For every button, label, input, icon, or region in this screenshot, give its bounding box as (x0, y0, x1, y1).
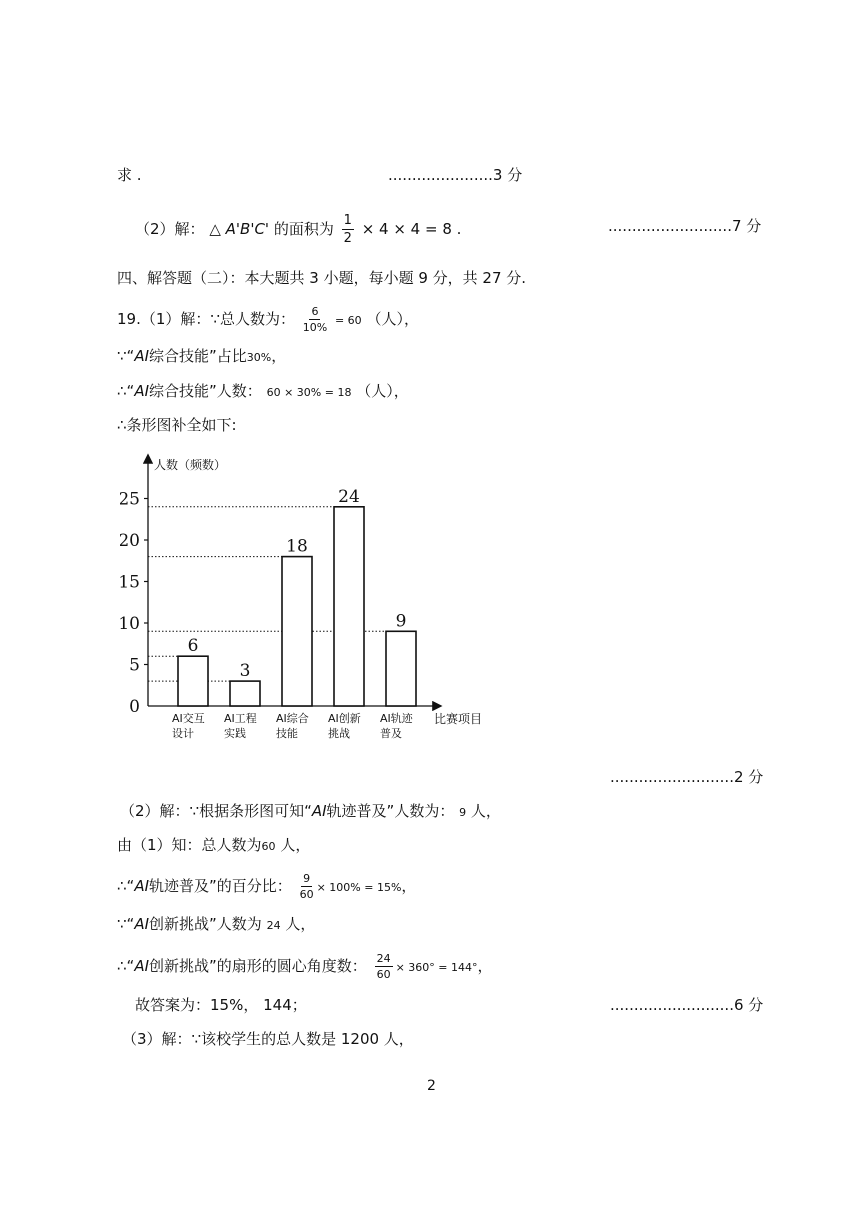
chart-intro: ∴条形图补全如下: (117, 416, 237, 434)
comma: ， (401, 877, 417, 895)
bar-value-label: 24 (338, 486, 360, 507)
part3-line: （3）解：∵该校学生的总人数是 1200 人， (122, 1030, 414, 1048)
ai-label: AI (134, 347, 150, 365)
category-label-line1: AI交互 (172, 712, 205, 725)
x-axis-label: 比赛项目 (434, 712, 483, 726)
bar-chart-svg (120, 450, 500, 750)
ratio-value: 30% (246, 351, 272, 364)
q19-line (117, 306, 419, 333)
fraction-numerator: 6 (311, 305, 319, 318)
fraction-denominator: 2 (343, 231, 352, 246)
fraction-total (303, 306, 327, 333)
percent-expression: × 100% = 15% (316, 881, 402, 894)
angle-text: 创新挑战”的扇形的圆心角度数： (149, 957, 367, 975)
therefore-symbol: ∴“ (117, 877, 135, 895)
bar (282, 557, 312, 706)
answer-line-1 (117, 165, 142, 185)
y-tick-label: 0 (129, 697, 140, 717)
ratio-text: 综合技能”占比 (149, 347, 247, 365)
therefore-symbol: ∴“ (117, 382, 135, 400)
score-mark-2: ..........................2 分 (610, 768, 764, 786)
count-value: 9 (459, 806, 467, 819)
bar-value-label: 3 (239, 661, 251, 682)
comma: ， (477, 957, 493, 975)
y-axis-label: 人数（频数） (154, 458, 227, 472)
answer-summary: 故答案为：15%， 144； (135, 996, 307, 1014)
part2-text: （2）解：∵根据条形图可知“ (120, 802, 312, 820)
because-symbol: ∵“ (117, 915, 135, 933)
unit: 人， (280, 915, 316, 933)
part2-text-2: 轨迹普及”人数为： (326, 802, 455, 820)
ratio-line (117, 346, 286, 368)
count-line (117, 381, 409, 403)
count-unit: （人）， (356, 382, 409, 400)
category-label-line1: AI工程 (224, 712, 257, 725)
bar-value-label: 6 (187, 636, 199, 657)
answer-text: 求 . (117, 166, 142, 184)
bar (230, 681, 260, 706)
category-label-line2: 挑战 (328, 727, 350, 740)
count-expression: 60 × 30% = 18 (266, 386, 352, 399)
fraction-denominator: 60 (376, 968, 391, 981)
fraction-percent (300, 873, 314, 900)
category-label-line2: 普及 (380, 727, 402, 740)
bar (386, 631, 416, 706)
category-label-line1: AI创新 (328, 712, 361, 725)
ai-label: AI (134, 957, 150, 975)
answer-line-2 (135, 214, 461, 245)
therefore-symbol: ∴“ (117, 957, 135, 975)
fraction-half (342, 214, 354, 245)
triangle-name: A'B'C' (225, 220, 270, 238)
part2-line-4 (117, 914, 315, 936)
area-text: 的面积为 (273, 220, 334, 238)
category-label-line1: AI综合 (276, 712, 309, 725)
category-label-line2: 设计 (172, 727, 194, 740)
triangle-symbol: △ (209, 220, 226, 238)
count-value: 24 (266, 919, 281, 932)
q19-unit: （人）， (366, 310, 419, 328)
part-label: （2）解： (135, 220, 205, 238)
category-label-line1: AI轨迹 (380, 712, 413, 725)
total-value: 60 (261, 840, 276, 853)
y-tick-label: 5 (129, 655, 140, 676)
q19-prefix: 19.（1）解：∵总人数为： (117, 310, 295, 328)
page-number: 2 (427, 1078, 436, 1094)
fraction-angle (375, 953, 393, 980)
comma: ， (271, 347, 287, 365)
fraction-numerator: 9 (303, 872, 311, 885)
score-mark-7: ..........................7 分 (608, 217, 762, 235)
fraction-numerator: 1 (343, 213, 352, 228)
ai-label: AI (134, 915, 150, 933)
count-text: 综合技能”人数： (149, 382, 262, 400)
angle-expression: × 360° = 144° (395, 961, 478, 974)
score-mark-3: ......................3 分 (388, 166, 523, 184)
total-text: 由（1）知：总人数为 (117, 836, 262, 854)
y-tick-label: 20 (120, 531, 140, 551)
part2-line-2 (117, 835, 310, 857)
fraction-denominator: 10% (302, 321, 328, 334)
category-label-line2: 实践 (224, 727, 246, 740)
part2-line-1 (120, 801, 501, 823)
percent-text: 轨迹普及”的百分比： (149, 877, 292, 895)
bar-value-label: 9 (395, 611, 407, 632)
y-tick-label: 15 (120, 572, 140, 593)
unit: 人， (466, 802, 501, 820)
part2-line-3 (117, 873, 416, 900)
bar-chart (120, 450, 500, 750)
part2-line-5 (117, 953, 493, 980)
area-expression: × 4 × 4 = 8 . (361, 220, 462, 238)
unit: 人， (275, 836, 311, 854)
q19-result: = 60 (334, 314, 362, 327)
y-tick-label: 10 (120, 614, 140, 634)
count-text: 创新挑战”人数为 (149, 915, 262, 933)
bar (178, 656, 208, 706)
fraction-numerator: 24 (376, 952, 391, 965)
category-label-line2: 技能 (276, 727, 298, 740)
bar-value-label: 18 (286, 536, 308, 557)
ai-label: AI (311, 802, 327, 820)
fraction-denominator: 60 (299, 888, 314, 901)
ai-label: AI (134, 382, 150, 400)
y-tick-label: 25 (120, 489, 140, 510)
bar (334, 507, 364, 706)
score-mark-6: ..........................6 分 (610, 996, 764, 1014)
section-title: 四、解答题（二）：本大题共 3 小题，每小题 9 分，共 27 分. (117, 269, 527, 287)
because-symbol: ∵“ (117, 347, 135, 365)
ai-label: AI (134, 877, 150, 895)
